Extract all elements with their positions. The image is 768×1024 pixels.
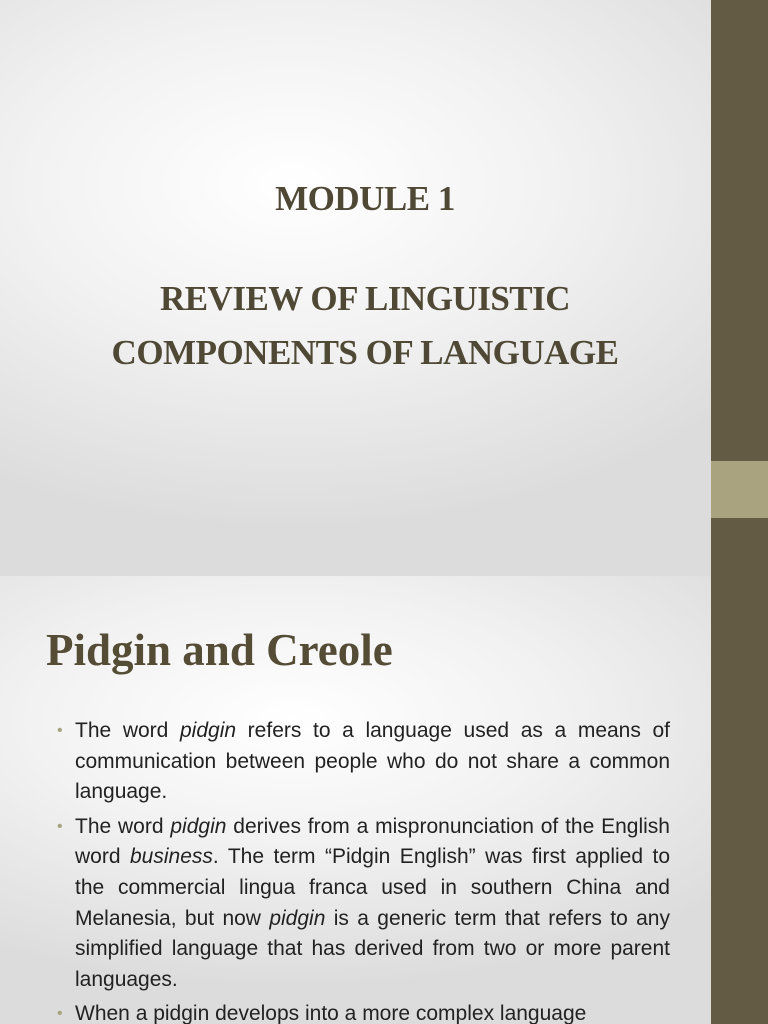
emphasis-term: business bbox=[130, 845, 213, 869]
bullet-text: derives from a mispronunciation of the English word bbox=[75, 814, 670, 869]
bullet-text: refers to a language used as a means of communication between people who do not share a common language. bbox=[75, 719, 670, 804]
subtitle-line-2: COMPONENTS OF LANGUAGE bbox=[111, 333, 619, 372]
bullet-text: The word bbox=[75, 814, 171, 838]
bullet-text: is a generic term that refers to any simplified language that has derived from two or more parent languages. bbox=[75, 906, 670, 991]
sidebar-accent-block bbox=[711, 461, 768, 518]
emphasis-term: pidgin bbox=[269, 906, 326, 930]
bullet-item bbox=[57, 812, 670, 996]
bullet-item bbox=[57, 999, 670, 1024]
bullet-item bbox=[57, 716, 670, 808]
decorative-sidebar bbox=[711, 576, 768, 1024]
bullet-text: When a pidgin develops into a more complex language bbox=[75, 1002, 587, 1024]
subtitle-line-1: REVIEW OF LINGUISTIC bbox=[159, 279, 571, 318]
bullet-list bbox=[57, 716, 670, 1024]
bullet-text: The word bbox=[75, 719, 180, 742]
bullet-dot-icon: • bbox=[57, 817, 63, 835]
bullet-dot-icon: • bbox=[57, 1005, 63, 1023]
module-subtitle bbox=[40, 272, 690, 380]
bullet-dot-icon: • bbox=[57, 722, 63, 739]
module-title: MODULE 1 bbox=[275, 179, 455, 218]
emphasis-term: pidgin bbox=[179, 719, 237, 742]
emphasis-term: pidgin bbox=[170, 814, 227, 838]
bullet-text: . The term “Pidgin English” was first applied to the commercial lingua franca used in southern China and Melanesia, but now bbox=[75, 845, 670, 930]
content-slide bbox=[0, 576, 768, 1024]
slide-heading: Pidgin and Creole bbox=[46, 625, 393, 675]
